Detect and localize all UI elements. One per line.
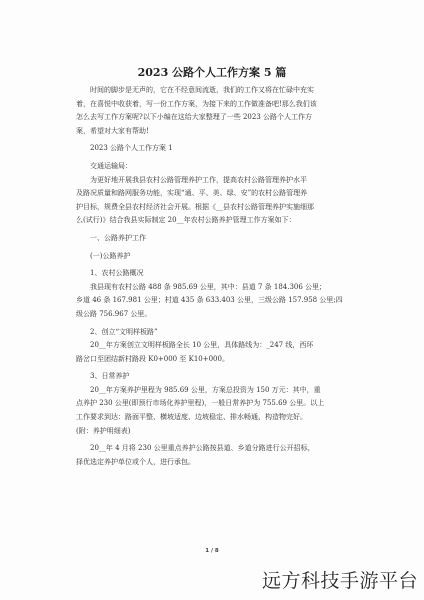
body-line: 交通运输局： [90,161,132,170]
page-number: 1 / 8 [205,548,219,554]
body-line: 时间的脚步是无声的，它在不经意间流逝，我们的工作又将在忙碌中充实 [90,86,314,94]
document-title: 2023 公路个人工作方案 5 篇 [137,66,287,79]
body-line: 着，在喜悦中收获着，写一份工作方案，为接下来的工作做准备吧!那么我们该 [76,99,317,108]
body-line: (一)公路养护 [90,251,131,260]
body-line: 我县现有农村公路 488 条 985.69 公里，其中：县道 7 条 184.306 公里； [90,282,327,291]
body-line: 20__年方案创立文明样板路全长 10 公里，具体路线为：_247 线，西环 [90,341,314,350]
body-line: 2023 公路个人工作方案 1 [90,144,173,153]
body-line: 3、日常养护 [90,372,130,381]
body-line: 择优选定养护单位或个人，进行承包。 [76,457,195,466]
body-line: 为更好地开展我县农村公路管理养护工作，提高农村公路管理养护水平 [90,175,307,184]
body-line: 及路况质量和路网服务功能，实现“通、平、美、绿、安”的农村公路管理养 [76,189,308,198]
body-line: 一、公路养护工作 [90,233,146,242]
body-line: (附：养护明细表) [76,426,131,435]
body-line: 护目标，规费全县农村经济社会开展。根据《__县农村公路管理养护实施细那 [76,202,314,211]
watermark-text: 远方科技手游平台 [261,570,418,592]
body-line: 级公路 756.967 公里。 [76,309,152,318]
body-line: 1、农村公路概况 [90,269,144,278]
body-line: 么(试行)》结合我县实际制定 20__年农村公路养护管理工作方案如下： [76,216,296,225]
body-line: 怎么去写工作方案呢?以下小编在这给大家整理了一些 2023 公路个人工作方 [76,113,313,122]
body-line: 案，希望对大家有帮助! [76,126,149,135]
document-body [76,84,356,469]
body-line: 路岔口至团结新村路段 K0+000 至 K10+000。 [76,354,229,363]
body-line: 乡道 46 条 167.981 公里；村道 435 条 633.403 公里，三级公路 157.958 公里;四 [76,296,343,305]
body-line: 20__年方案养护里程为 985.69 公里，方案总投资为 150 万元：其中，重 [90,385,321,394]
body-line: 20__年 4 月将 230 公里重点养护公路按县道、乡道分路进行公开招标， [90,444,315,453]
body-line: 点养护 230 公里(即预行市场化养护里程)，一般日常养护为 755.69 公里。以上 [76,399,325,408]
body-line: 工作要求到达：路面平整、横坡适度、边坡稳定、排水畅通、构造物完好。 [76,413,307,422]
body-line: 2、创立“文明样板路” [90,327,158,336]
